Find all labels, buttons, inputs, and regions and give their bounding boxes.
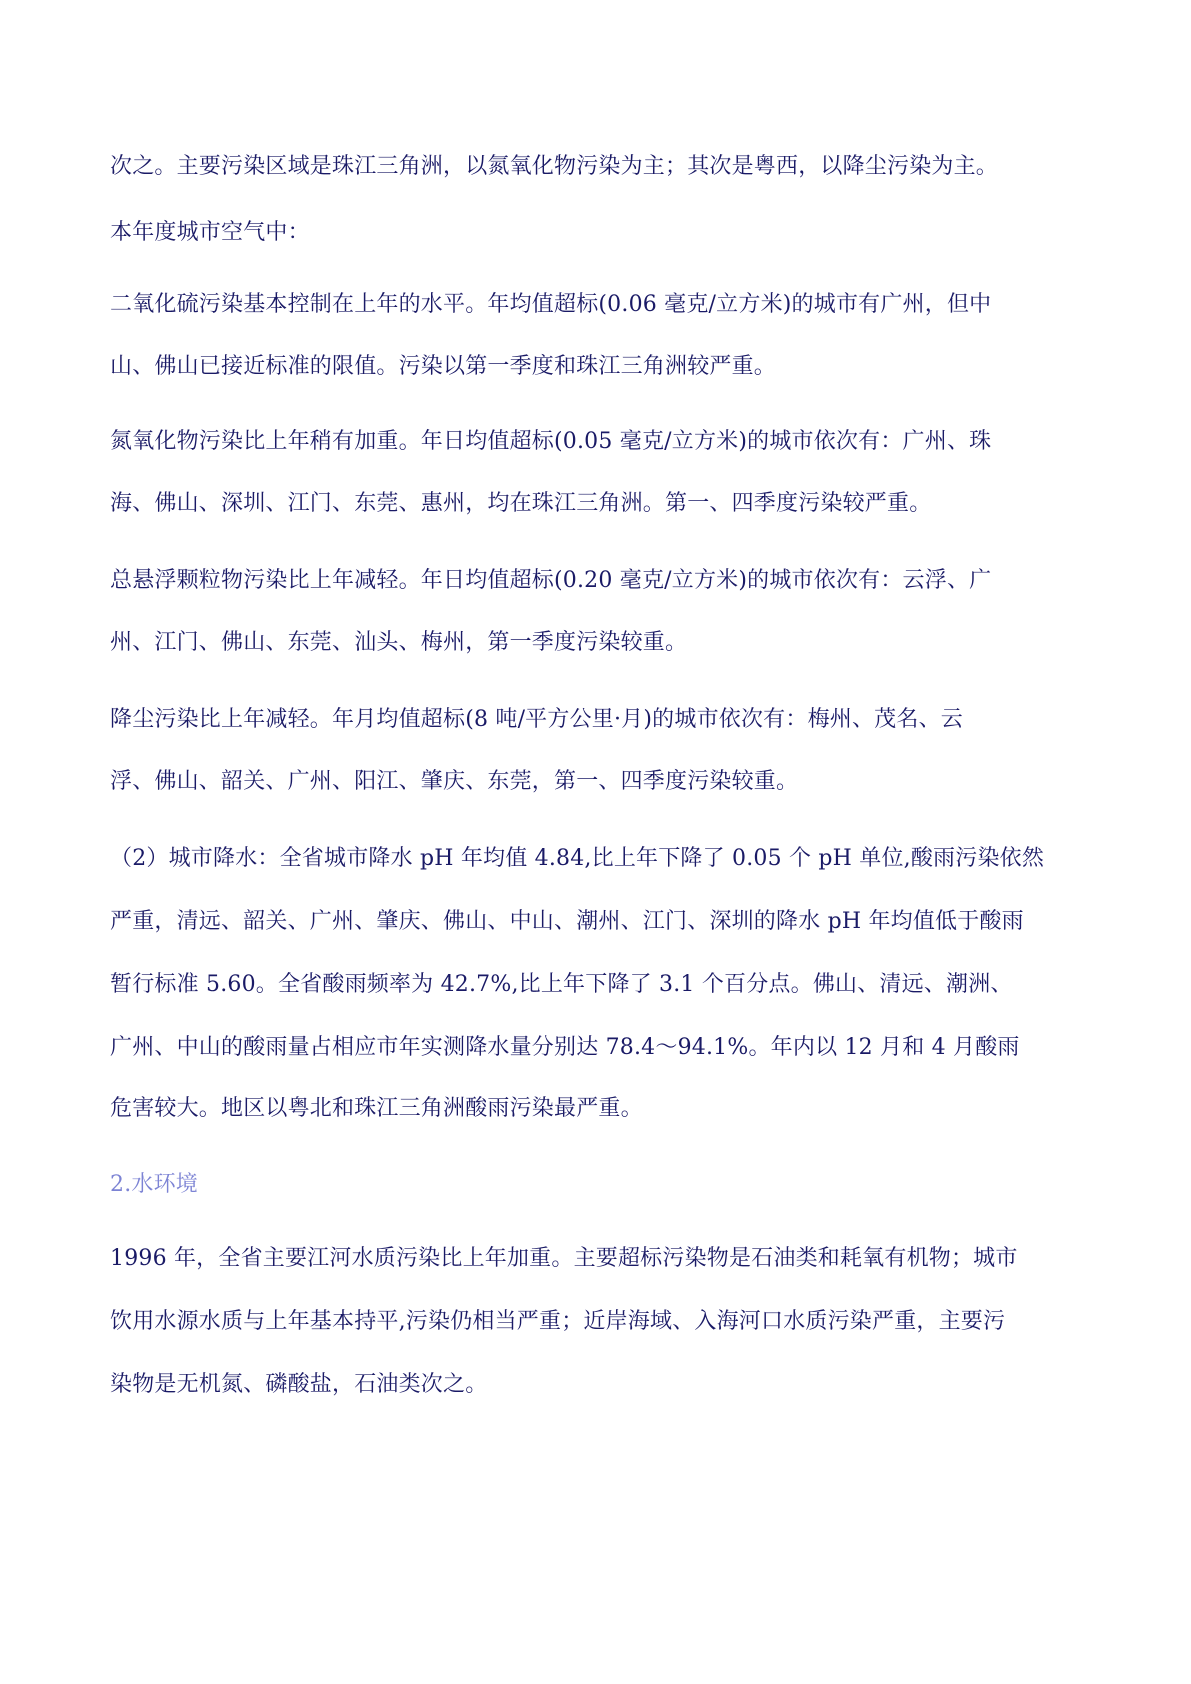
text-line: 本年度城市空气中： <box>110 220 310 245</box>
text-line: 暂行标准 5.60。全省酸雨频率为 42.7%,比上年下降了 3.1 个百分点。佛山、清远、潮洲、 <box>110 972 1013 997</box>
text-line: 降尘污染比上年减轻。年月均值超标(8 吨/平方公里·月)的城市依次有：梅州、茂名、云 <box>110 707 963 732</box>
text-line: 山、佛山已接近标准的限值。污染以第一季度和珠江三角洲较严重。 <box>110 354 777 379</box>
text-line: 饮用水源水质与上年基本持平,污染仍相当严重；近岸海域、入海河口水质污染严重，主要污 <box>110 1309 1006 1334</box>
text-line: 氮氧化物污染比上年稍有加重。年日均值超标(0.05 毫克/立方米)的城市依次有：广州、珠 <box>110 429 992 454</box>
text-line: 浮、佛山、韶关、广州、阳江、肇庆、东莞，第一、四季度污染较重。 <box>110 769 799 794</box>
text-line: 二氧化硫污染基本控制在上年的水平。年均值超标(0.06 毫克/立方米)的城市有广州，但中 <box>110 292 992 317</box>
text-line: 海、佛山、深圳、江门、东莞、惠州，均在珠江三角洲。第一、四季度污染较严重。 <box>110 491 932 516</box>
text-line: 州、江门、佛山、东莞、汕头、梅州，第一季度污染较重。 <box>110 630 688 655</box>
text-line: 次之。主要污染区域是珠江三角洲，以氮氧化物污染为主；其次是粤西，以降尘污染为主。 <box>110 154 999 179</box>
text-line: 严重，清远、韶关、广州、肇庆、佛山、中山、潮州、江门、深圳的降水 pH 年均值低于酸雨 <box>110 909 1024 934</box>
text-line: 染物是无机氮、磷酸盐，石油类次之。 <box>110 1372 488 1397</box>
text-line: （2）城市降水：全省城市降水 pH 年均值 4.84,比上年下降了 0.05 个 pH 单位,酸雨污染依然 <box>110 846 1045 871</box>
text-line: 广州、中山的酸雨量占相应市年实测降水量分别达 78.4～94.1%。年内以 12 月和 4 月酸雨 <box>110 1035 1020 1060</box>
section-heading: 2.水环境 <box>110 1172 198 1197</box>
text-line: 1996 年，全省主要江河水质污染比上年加重。主要超标污染物是石油类和耗氧有机物；城市 <box>110 1246 1018 1271</box>
text-line: 危害较大。地区以粤北和珠江三角洲酸雨污染最严重。 <box>110 1096 643 1121</box>
text-line: 总悬浮颗粒物污染比上年减轻。年日均值超标(0.20 毫克/立方米)的城市依次有：云浮、广 <box>110 568 992 593</box>
